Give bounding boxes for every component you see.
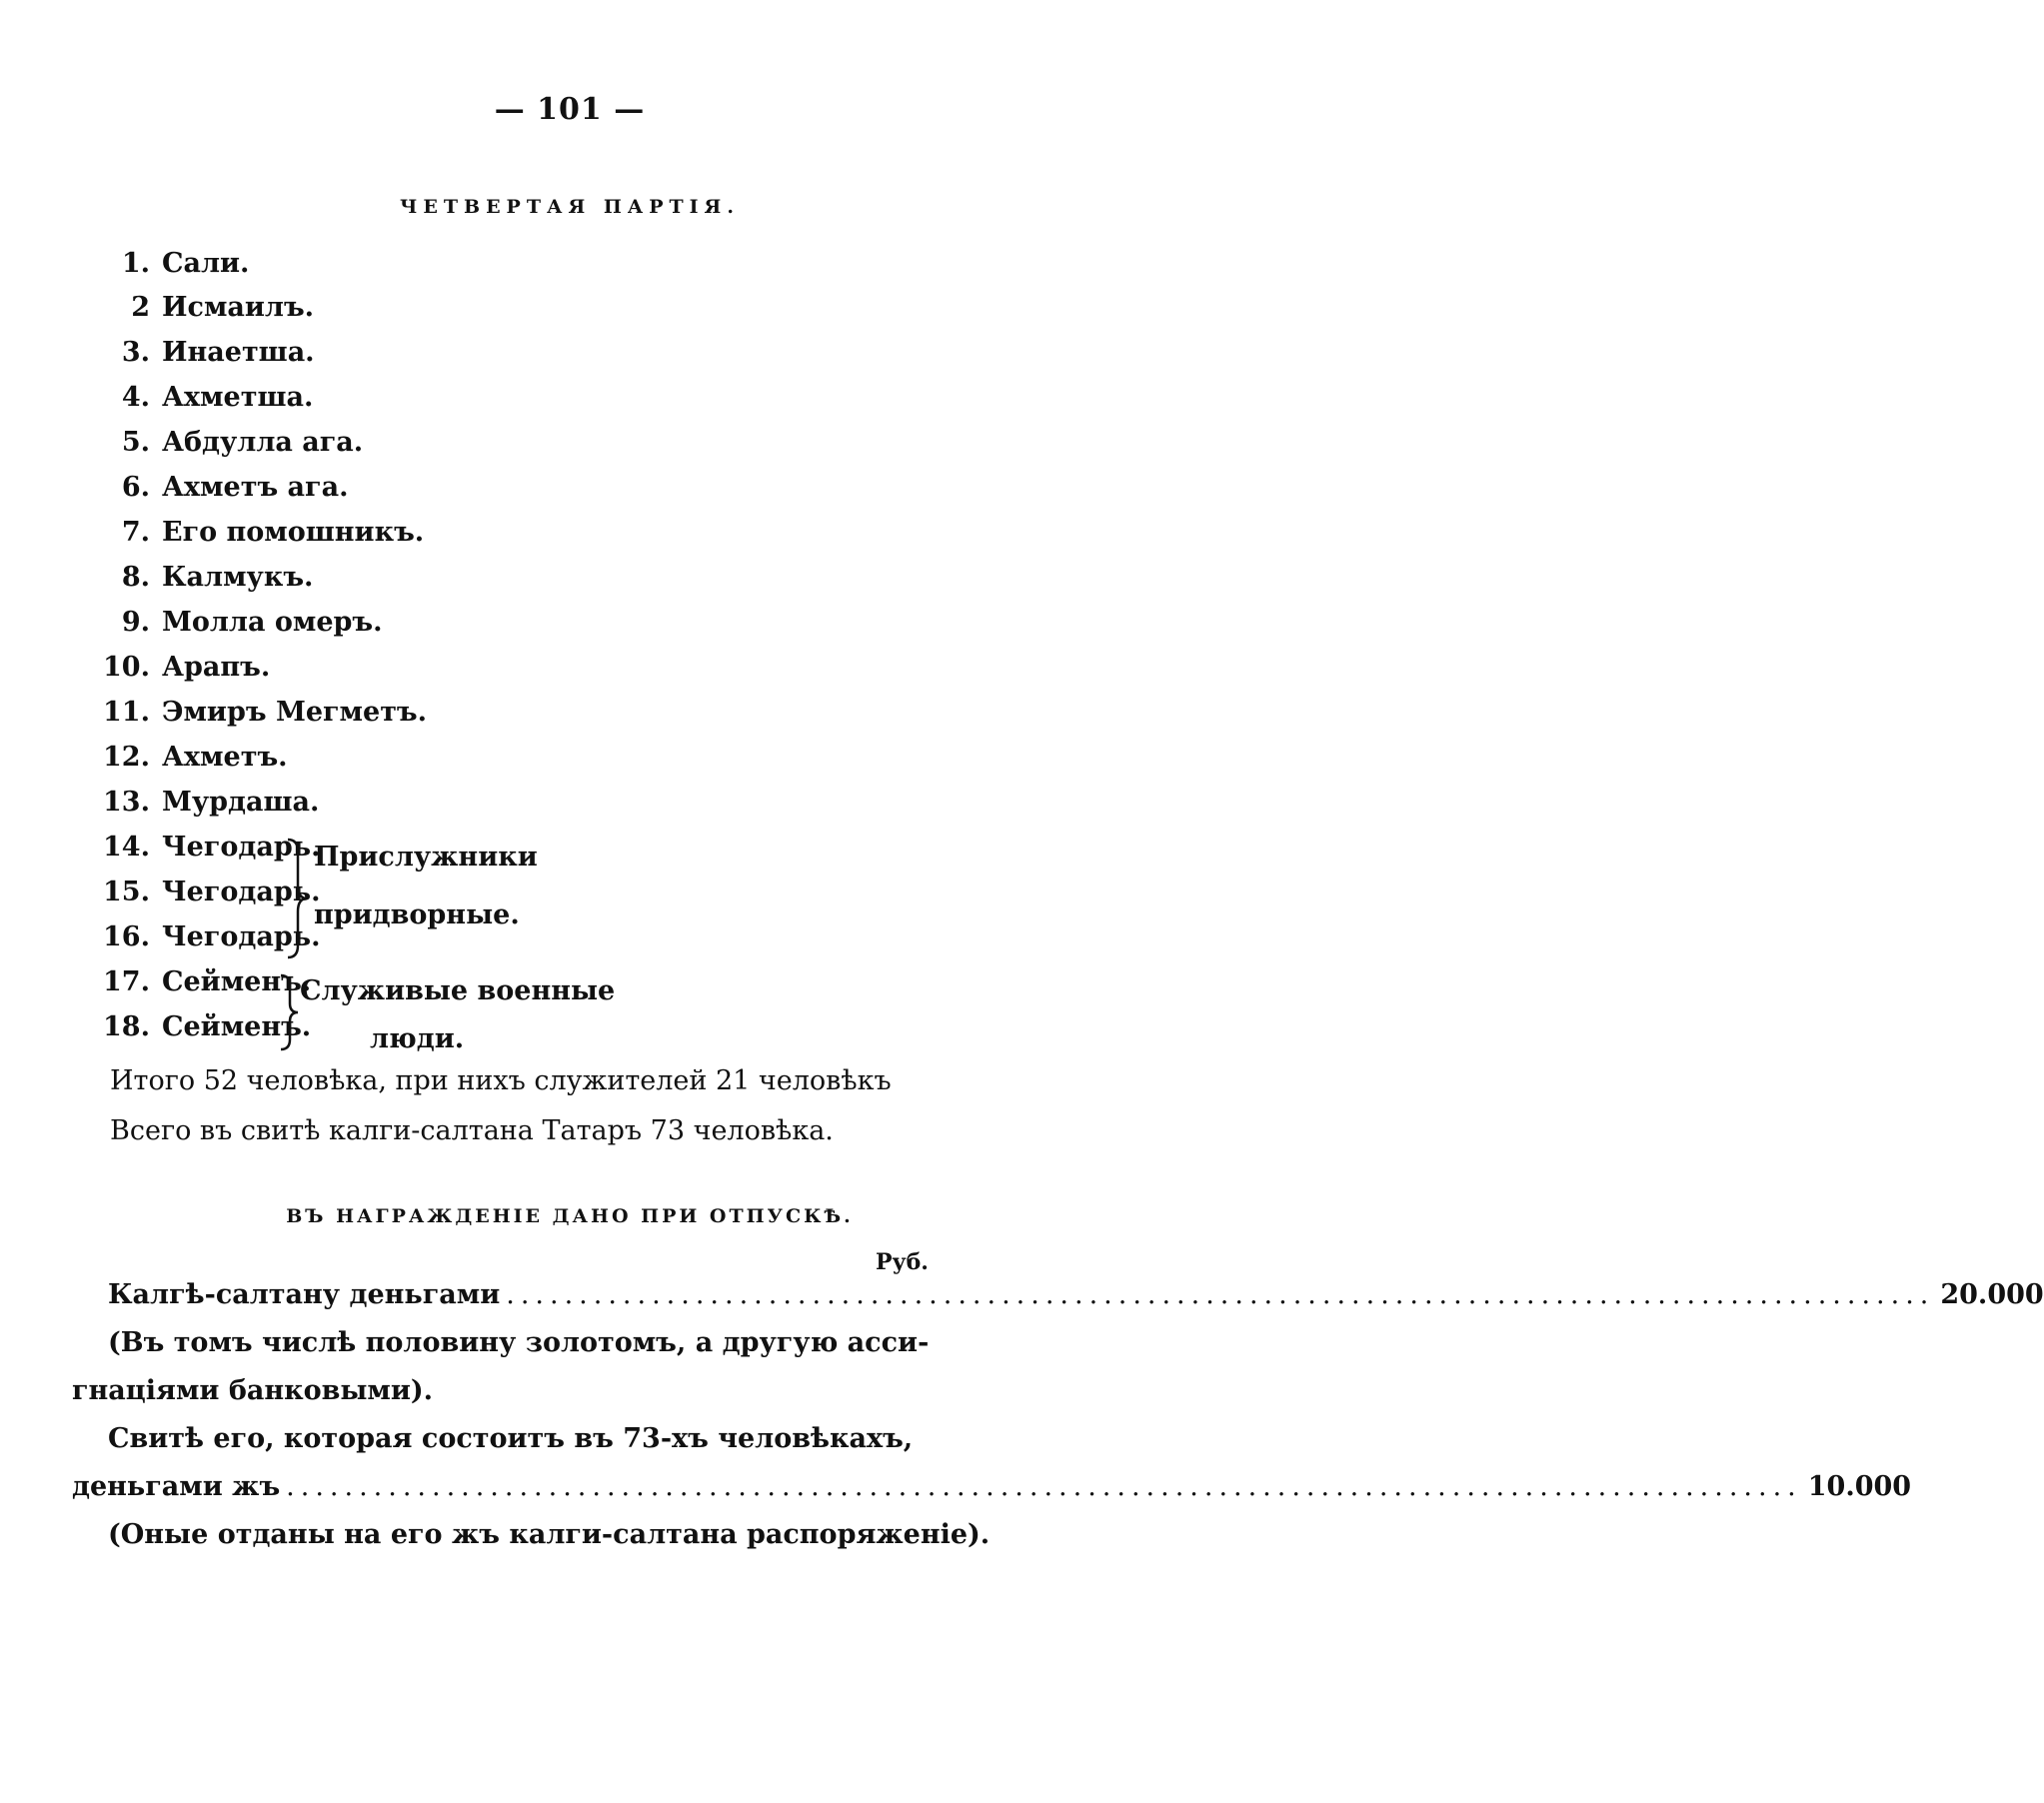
section-title-fourth-party: ЧЕТВЕРТАЯ ПАРТІЯ.	[400, 196, 740, 218]
list-item	[88, 378, 313, 418]
item-name: Ахметъ ага.	[162, 472, 349, 503]
item-name: Его помошникъ.	[162, 517, 425, 548]
list-item	[88, 333, 315, 373]
item-number: 16.	[103, 921, 150, 952]
list-item	[88, 513, 424, 553]
entry-note-line1: (Въ томъ числѣ половину золотомъ, а другую асси-	[108, 1327, 930, 1358]
list-item	[88, 738, 288, 778]
list-item	[88, 468, 349, 508]
item-name: Сейменъ.	[162, 966, 312, 997]
item-number: 3.	[121, 337, 150, 368]
item-number: 11.	[103, 697, 150, 728]
list-item	[88, 423, 363, 463]
list-item	[88, 558, 313, 598]
item-number: 15.	[103, 877, 150, 907]
currency-label: Руб.	[876, 1249, 929, 1275]
item-name: Калмукъ.	[162, 562, 314, 593]
item-name: Ахметша.	[162, 382, 314, 413]
group-brace-servants	[284, 838, 308, 959]
item-number: 7.	[121, 517, 150, 548]
reward-entry-kalga	[108, 1279, 2044, 1310]
item-number: 8.	[121, 562, 150, 593]
entry-label: деньгами жъ	[72, 1471, 281, 1502]
item-number: 5.	[121, 427, 150, 458]
item-name: Инаетша.	[162, 337, 315, 368]
item-number: 1.	[121, 248, 150, 279]
entry-amount: 20.000	[1940, 1279, 2044, 1310]
list-item	[88, 603, 383, 643]
list-item	[88, 288, 314, 328]
item-name: Арапъ.	[162, 652, 271, 683]
group-note-servants-line1: Прислужники	[314, 842, 538, 873]
group-note-soldiers-line1: Служивые военные	[300, 975, 616, 1006]
item-name: Абдулла ага.	[162, 427, 364, 458]
item-number: 4.	[121, 382, 150, 413]
entry-label: Калгѣ-салтану деньгами	[108, 1279, 501, 1310]
item-number: 18.	[103, 1011, 150, 1042]
item-name: Эмиръ Мегметъ.	[162, 697, 428, 728]
entry-amount: 10.000	[1807, 1471, 1912, 1502]
group-note-servants-line2: придворные.	[314, 900, 520, 930]
leader-dots: ..................................................................................................	[506, 1279, 1935, 1310]
group-note-soldiers-line2: люди.	[370, 1023, 465, 1054]
group-brace-soldiers	[278, 973, 300, 1051]
item-number: 17.	[103, 966, 150, 997]
list-item	[88, 244, 249, 284]
item-number: 13.	[103, 787, 150, 818]
item-number: 9.	[121, 607, 150, 638]
total-line: Итого 52 человѣка, при нихъ служителей 21 человѣкъ	[110, 1065, 892, 1096]
item-name: Чегодарь.	[162, 877, 321, 907]
entry-note-line2: гнаціями банковыми).	[72, 1375, 434, 1406]
item-number: 12.	[103, 742, 150, 773]
item-name: Чегодарь.	[162, 921, 321, 952]
list-item	[88, 648, 270, 688]
item-name: Мурдаша.	[162, 787, 320, 818]
item-number: 10.	[103, 652, 150, 683]
section-title-reward: ВЪ НАГРАЖДЕНІЕ ДАНО ПРИ ОТПУСКѢ.	[286, 1205, 854, 1227]
item-name: Молла омеръ.	[162, 607, 383, 638]
reward-entry-retinue	[72, 1471, 1912, 1502]
item-name: Ахметъ.	[162, 742, 288, 773]
item-name: Сейменъ.	[162, 1011, 312, 1042]
entry2-note: (Оные отданы на его жъ калги-салтана распоряженіе).	[108, 1519, 991, 1550]
list-item	[88, 693, 427, 733]
item-number: 14.	[103, 832, 150, 863]
item-number: 6.	[121, 472, 150, 503]
entry2-line1: Свитѣ его, которая состоитъ въ 73-хъ человѣкахъ,	[108, 1423, 914, 1454]
page-number: — 101 —	[494, 92, 646, 127]
grand-total-line: Всего въ свитѣ калги-салтана Татаръ 73 человѣка.	[110, 1115, 834, 1146]
item-name: Исмаилъ.	[162, 292, 315, 323]
leader-dots: ........................................................................................................	[286, 1471, 1802, 1502]
item-number: 2	[131, 292, 150, 323]
item-name: Сали.	[162, 248, 250, 279]
list-item	[88, 783, 319, 823]
item-name: Чегодарь.	[162, 832, 321, 863]
